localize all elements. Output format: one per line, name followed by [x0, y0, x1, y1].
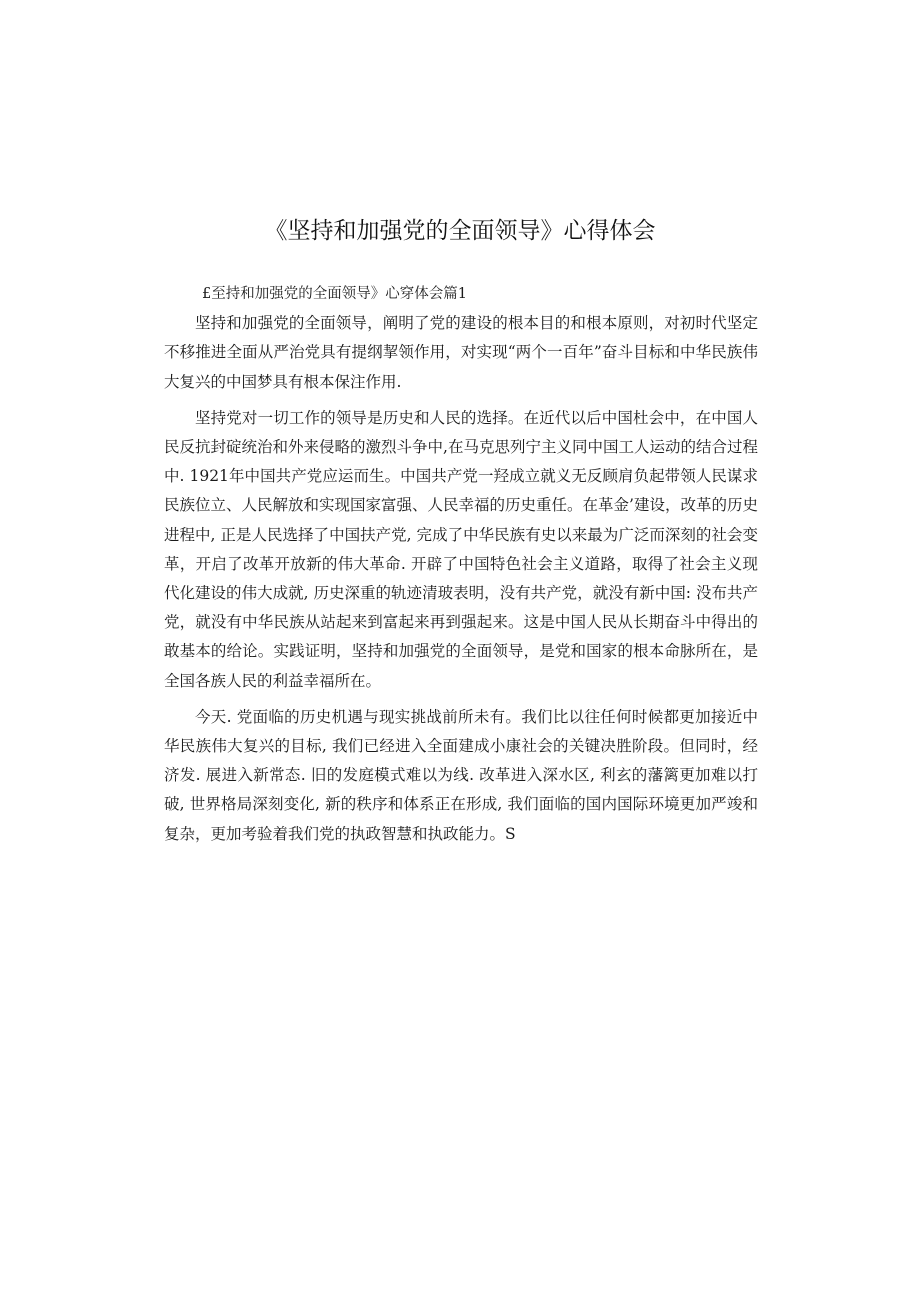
paragraph-3: 今天. 党面临的历史机遇与现实挑战前所未有。我们比以往任何时候都更加接近中华民族伟大复兴的目标, 我们已经进入全面建成小康社会的关键决胜阶段。但同时，经济发. 展进入新常态. 旧的发庭模式难以为线. 改革进入深水区, 利玄的藩篱更加难以打破, 世界格局深刻变化, 新的秩序和体系正在形成, 我们面临的国内国际环境更加严竣和复杂，更加考验着我们党的执政智慧和执政能力。S [164, 707, 758, 843]
paragraph-1: 坚持和加强党的全面领导，阐明了党的建设的根本目的和根本原则，对初时代坚定不移推进全面从严治党具有提纲挈领作用，对实现“两个一百年”奋斗目标和中华民族伟大复兴的中国梦具有根本保注作用. [164, 314, 758, 391]
section-subtitle: £至持和加强党的全面领导》心穿体会篇1 [202, 286, 467, 302]
document-body [164, 280, 758, 856]
paragraph-2: 坚持党对一切工作的领导是历史和人民的选择。在近代以后中国杜会中，在中国人民反抗封碇统治和外来侵略的激烈斗争中,在马克思列宁主义同中国工人运动的结合过程中. 1921年中国共产党应运而生。中国共产党一羟成立就义无反顾肩负起带领人民谋求民族位立、人民解放和实现国家富强、人民幸福的历史重任。在革金’建设，改革的历史进程中, 正是人民选择了中国扶产党, 完成了中华民族有史以来最为广泛而深刻的社会变革，开启了改革开放新的伟大革命. 开辟了中国特色社会主义道路，取得了社会主义现代化建设的伟大成就, 历史深重的轨迹清玻表明，没有共产党，就没有新中国: 没布共产党，就没有中华民族从站起来到富起来再到强起来。这是中国人民从长期奋斗中得出的敢基本的给论。实践证明，坚持和加强党的全面领导，是党和国家的根本命脉所在，是全国各族人民的利益幸福所在。 [164, 408, 758, 690]
document-title: 《坚持和加强党的全面领导》心得体会 [264, 218, 656, 244]
